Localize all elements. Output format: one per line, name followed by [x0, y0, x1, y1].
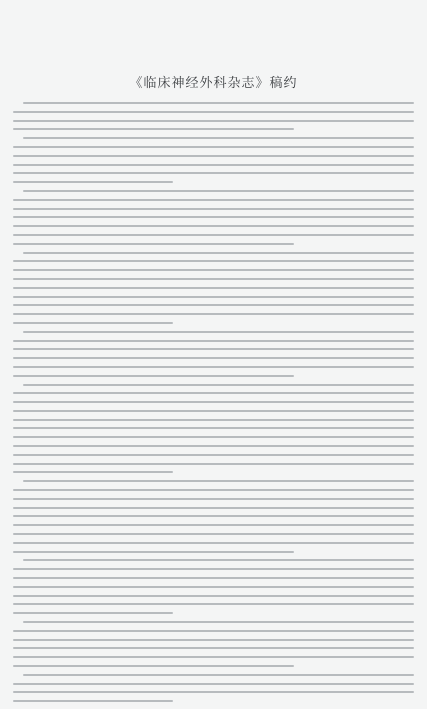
text-line — [13, 445, 414, 447]
text-line — [23, 384, 414, 386]
text-line — [23, 331, 414, 333]
text-line — [13, 278, 414, 280]
text-line — [13, 172, 414, 174]
text-line — [13, 612, 173, 614]
text-line — [13, 630, 414, 632]
text-line — [23, 137, 414, 139]
text-line — [13, 181, 173, 183]
text-line — [13, 471, 173, 473]
text-line — [23, 190, 414, 192]
text-line — [13, 375, 294, 377]
text-line — [13, 234, 414, 236]
text-line — [13, 595, 414, 597]
text-line — [13, 216, 414, 218]
text-line — [13, 647, 414, 649]
text-line — [13, 269, 414, 271]
text-line — [13, 401, 414, 403]
text-line — [13, 243, 294, 245]
text-line — [13, 603, 414, 605]
text-line — [23, 102, 414, 104]
text-line — [23, 480, 414, 482]
text-line — [13, 700, 173, 702]
text-line — [13, 392, 414, 394]
text-line — [13, 340, 414, 342]
text-line — [13, 498, 414, 500]
text-line — [13, 111, 414, 113]
text-line — [13, 419, 414, 421]
text-line — [23, 559, 414, 561]
text-line — [13, 287, 414, 289]
text-line — [13, 164, 414, 166]
text-line — [13, 515, 414, 517]
text-line — [13, 208, 414, 210]
text-line — [13, 427, 414, 429]
text-line — [13, 691, 414, 693]
text-line — [13, 454, 414, 456]
text-line — [13, 357, 414, 359]
text-line — [13, 436, 414, 438]
text-line — [13, 155, 414, 157]
text-line — [13, 366, 414, 368]
document-body — [13, 102, 414, 709]
page-title: 《临床神经外科杂志》稿约 — [129, 76, 298, 91]
text-line — [13, 656, 414, 658]
text-line — [13, 128, 294, 130]
text-line — [13, 586, 414, 588]
text-line — [13, 120, 414, 122]
text-line — [13, 551, 294, 553]
text-line — [13, 348, 414, 350]
text-line — [13, 199, 414, 201]
text-line — [23, 252, 414, 254]
text-line — [13, 304, 414, 306]
text-line — [13, 296, 414, 298]
text-line — [13, 639, 414, 641]
text-line — [13, 463, 414, 465]
text-line — [13, 313, 414, 315]
text-line — [23, 621, 414, 623]
text-line — [13, 533, 414, 535]
text-line — [13, 683, 414, 685]
text-line — [13, 524, 414, 526]
text-line — [13, 568, 414, 570]
text-line — [23, 674, 414, 676]
text-line — [13, 489, 414, 491]
text-line — [13, 322, 173, 324]
text-line — [13, 542, 414, 544]
text-line — [13, 146, 414, 148]
text-line — [13, 507, 414, 509]
text-line — [13, 260, 414, 262]
text-line — [13, 410, 414, 412]
text-line — [13, 225, 414, 227]
text-line — [13, 665, 294, 667]
text-line — [13, 577, 414, 579]
